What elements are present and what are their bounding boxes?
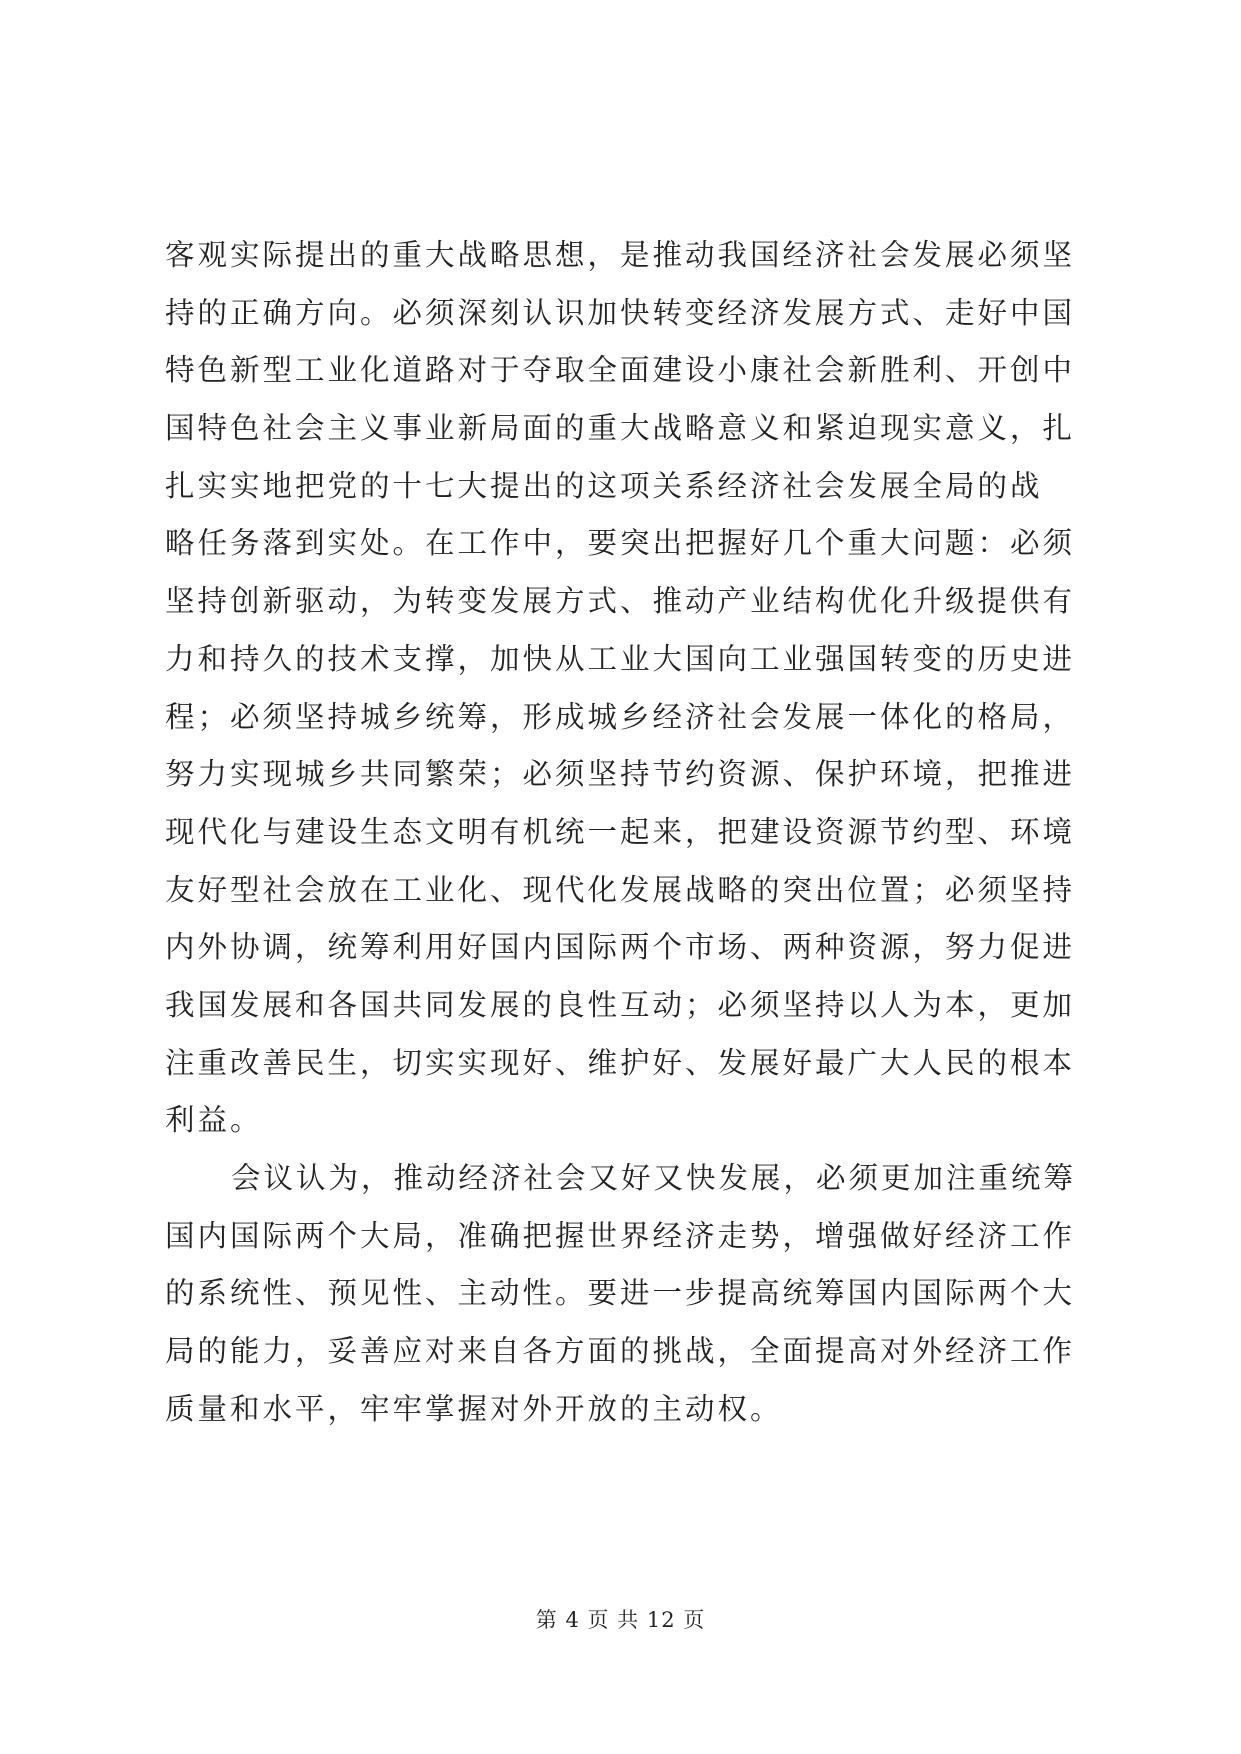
text-line: 现代化与建设生态文明有机统一起来，把建设资源节约型、环境 (165, 814, 1076, 849)
text-line: 局的能力，妥善应对来自各方面的挑战，全面提高对外经济工作 (165, 1334, 1076, 1369)
text-line: 持的正确方向。必须深刻认识加快转变经济发展方式、走好中国 (165, 295, 1076, 330)
text-line: 内外协调，统筹利用好国内国际两个市场、两种资源，努力促进 (165, 930, 1076, 965)
text-line: 国特色社会主义事业新局面的重大战略意义和紧迫现实意义，扎 (165, 411, 1076, 446)
text-line: 扎实实地把党的十七大提出的这项关系经济社会发展全局的战 (165, 468, 1043, 503)
text-line: 利益。 (165, 1103, 263, 1138)
text-line: 坚持创新驱动，为转变发展方式、推动产业结构优化升级提供有 (165, 584, 1076, 619)
text-line: 特色新型工业化道路对于夺取全面建设小康社会新胜利、开创中 (165, 353, 1076, 388)
body-text (165, 227, 1095, 1438)
text-line: 客观实际提出的重大战略思想，是推动我国经济社会发展必须坚 (165, 238, 1076, 272)
text-line: 我国发展和各国共同发展的良性互动；必须坚持以人为本，更加 (165, 987, 1076, 1022)
text-line: 努力实现城乡共同繁荣；必须坚持节约资源、保护环境，把推进 (165, 757, 1076, 792)
text-line: 注重改善民生，切实实现好、维护好、发展好最广大人民的根本 (165, 1045, 1076, 1080)
text-line: 略任务落到实处。在工作中，要突出把握好几个重大问题：必须 (165, 526, 1076, 561)
text-line: 力和持久的技术支撑，加快从工业大国向工业强国转变的历史进 (165, 641, 1076, 676)
text-line: 友好型社会放在工业化、现代化发展战略的突出位置；必须坚持 (165, 872, 1076, 907)
text-line: 质量和水平，牢牢掌握对外开放的主动权。 (165, 1391, 783, 1426)
text-line: 程；必须坚持城乡统筹，形成城乡经济社会发展一体化的格局， (165, 699, 1076, 734)
page-number-footer: 第 4 页 共 12 页 (535, 1608, 706, 1632)
text-line: 的系统性、预见性、主动性。要进一步提高统筹国内国际两个大 (165, 1276, 1076, 1311)
paragraph-start-line: 会议认为，推动经济社会又好又快发展，必须更加注重统筹 (231, 1161, 1077, 1195)
text-line: 国内国际两个大局，准确把握世界经济走势，增强做好经济工作 (165, 1218, 1076, 1253)
